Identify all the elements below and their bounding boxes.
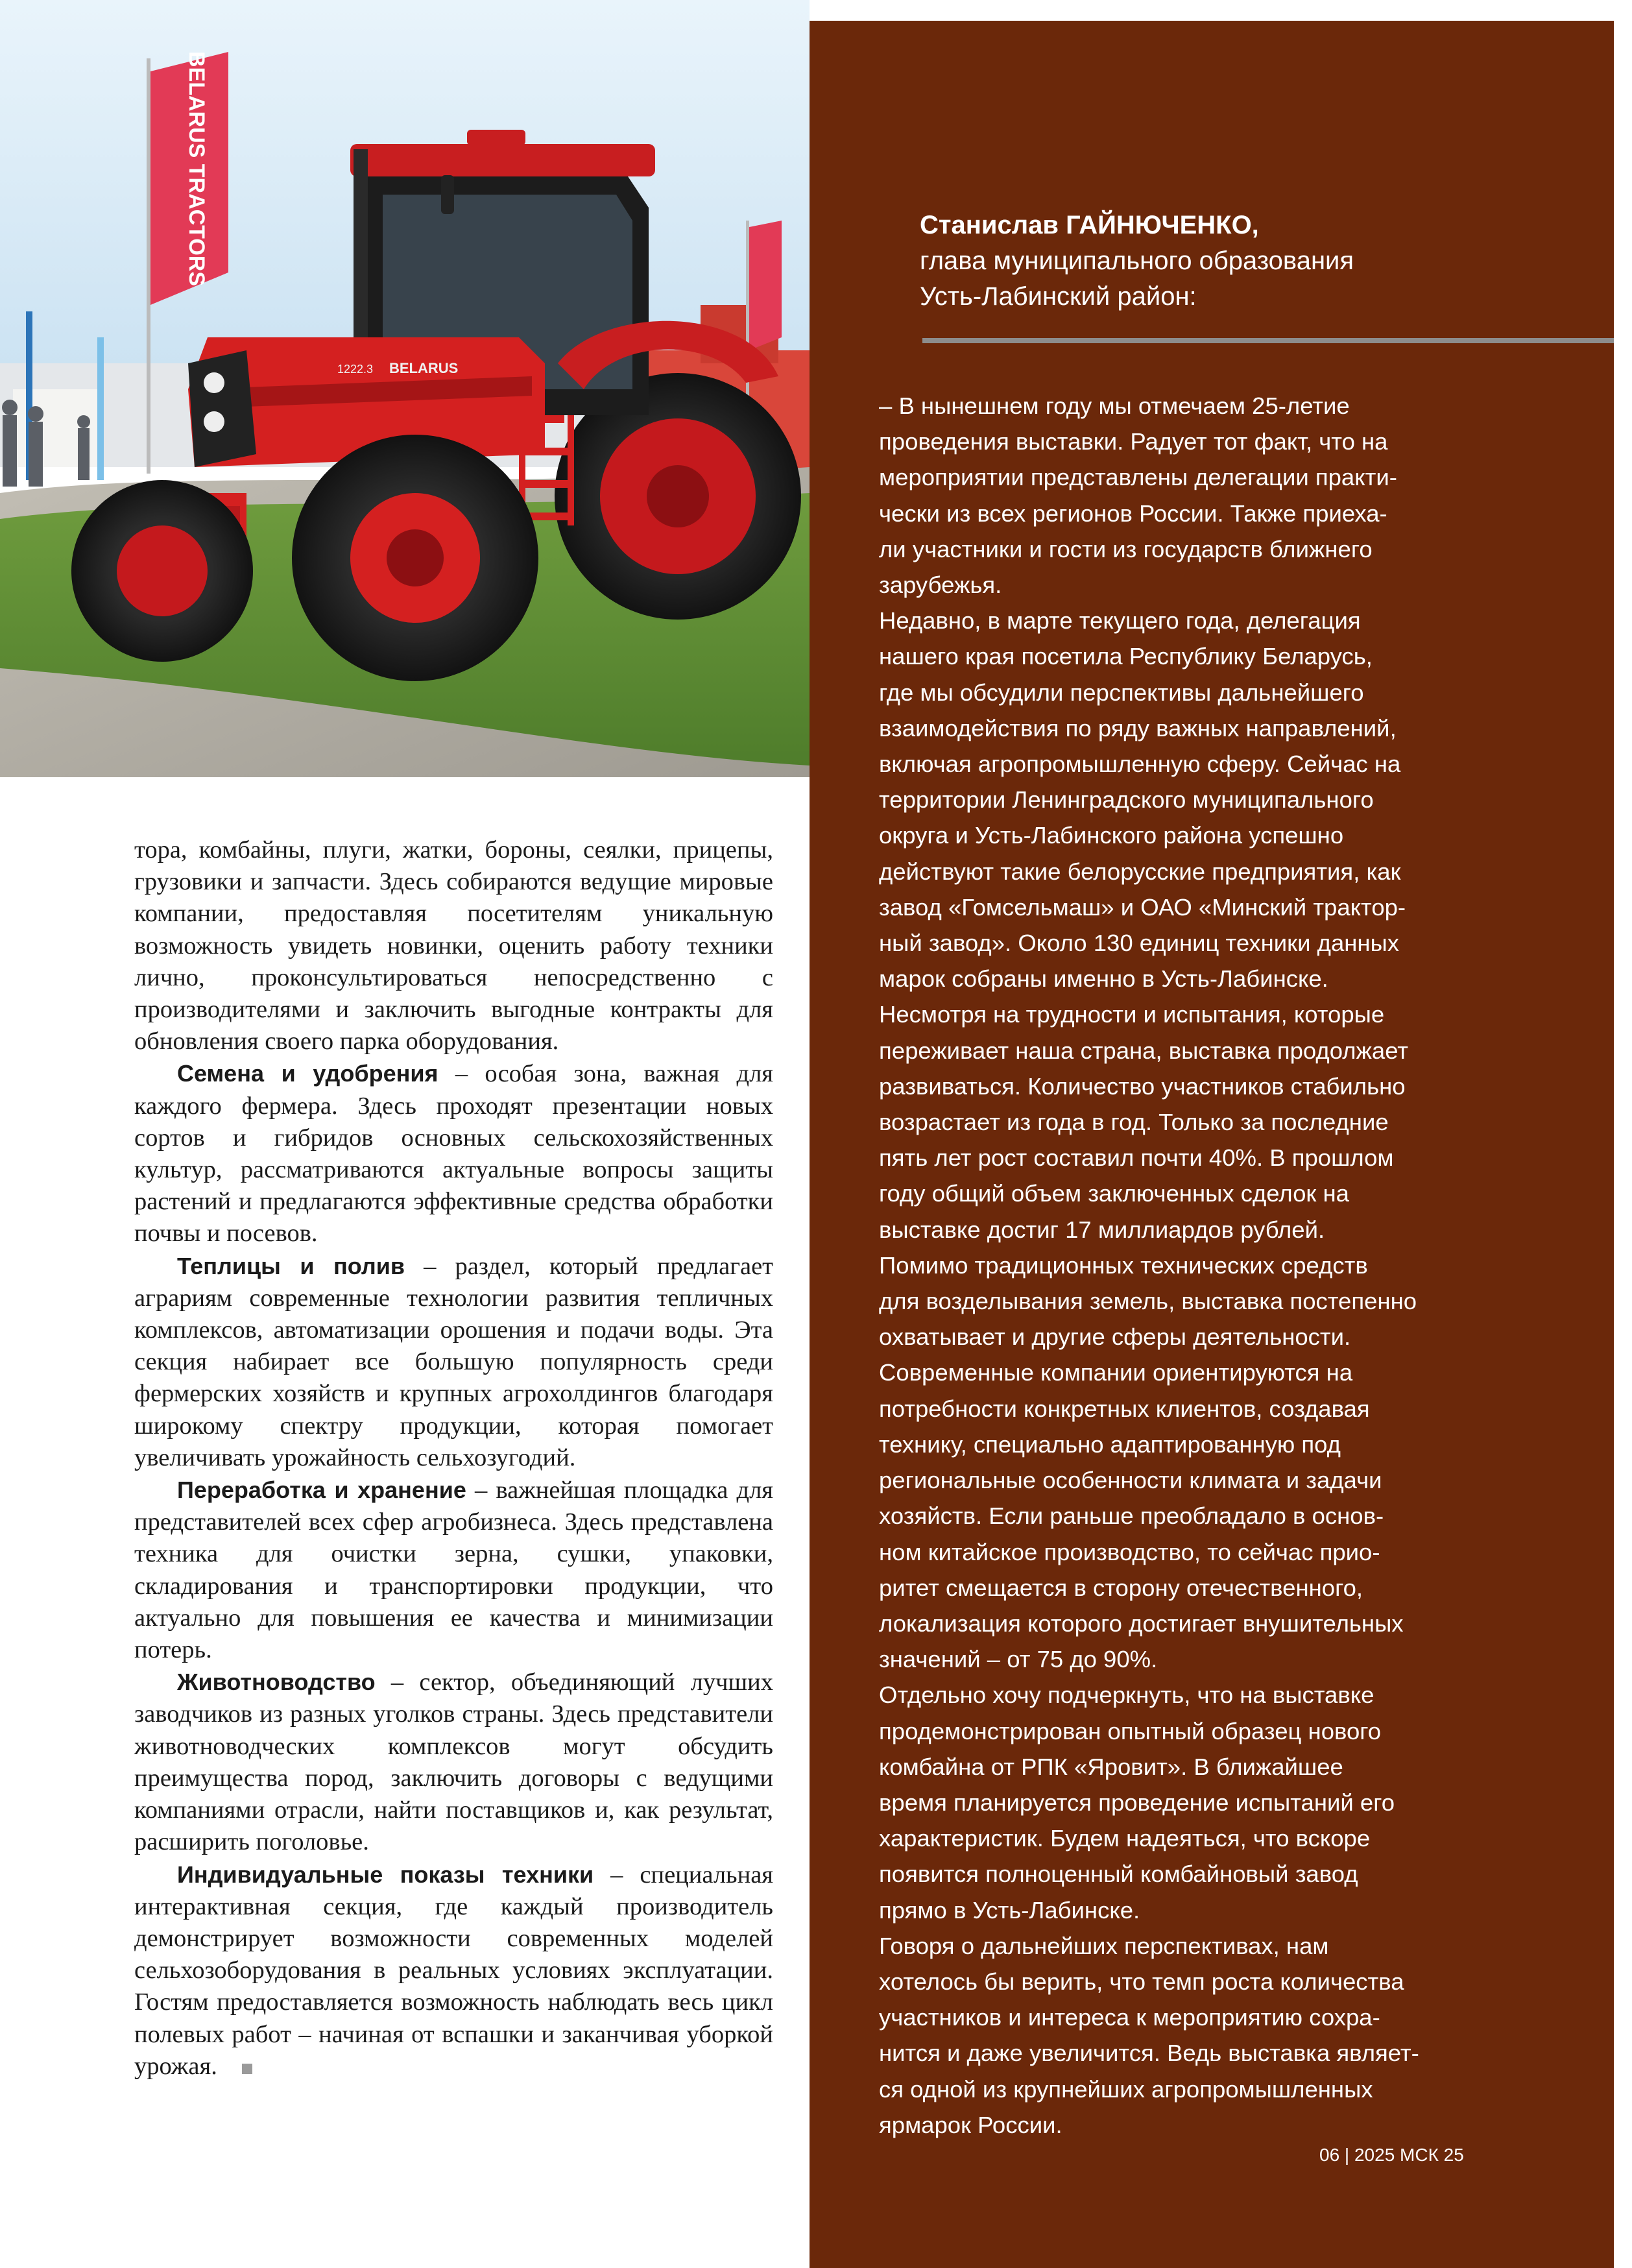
paragraph-exhibits-text: тора, комбайны, плуги, жатки, бороны, сеялки, прицепы, грузовики и запчасти. Здесь собираются ведущие мировые компании, предоставляя посетителям уникальную возможность увидеть новинки, оценить работу техники лично, проконсультироваться непосредственно с производителями и заключить выгодные контракты для обновления своего парка оборудования. — [134, 836, 773, 1056]
section-livestock-heading: Животноводство — [177, 1669, 376, 1696]
quote-line: для возделывания земель, выставка постепенно — [879, 1288, 1417, 1315]
author-name: Станислав ГАЙНЮЧЕНКО, — [920, 211, 1259, 239]
quote-line: Отдельно хочу подчеркнуть, что на выставке — [879, 1682, 1374, 1709]
article-left-column — [134, 834, 773, 2082]
quote-line: проведения выставки. Радует тот факт, что на — [879, 428, 1388, 455]
quote-line: локализация которого достигает внушительных — [879, 1610, 1404, 1637]
quote-line: ном китайское производство, то сейчас прио- — [879, 1538, 1380, 1565]
quote-author-block — [920, 208, 1568, 315]
section-greenhouses — [134, 1250, 773, 1474]
hood-brand: BELARUS — [389, 360, 459, 376]
section-demos-heading: Индивидуальные показы техники — [177, 1861, 594, 1888]
section-livestock — [134, 1666, 773, 1858]
quote-line: зарубежья. — [879, 572, 1002, 599]
quote-line: хозяйств. Если раньше преобладало в основ- — [879, 1502, 1384, 1530]
quote-line: технику, специально адаптированную под — [879, 1430, 1341, 1458]
quote-text — [879, 388, 1541, 2143]
quote-line: Несмотря на трудности и испытания, которые — [879, 1001, 1385, 1028]
quote-line: значений – от 75 до 90%. — [879, 1646, 1158, 1673]
quote-line: возрастает из года в год. Только за последние — [879, 1109, 1389, 1136]
quote-line: включая агропромышленную сферу. Сейчас на — [879, 751, 1401, 778]
quote-line: округа и Усть-Лабинского района успешно — [879, 822, 1344, 849]
quote-line: выставке достиг 17 миллиардов рублей. — [879, 1216, 1325, 1243]
quote-line: Недавно, в марте текущего года, делегация — [879, 607, 1361, 634]
quote-line: чески из всех регионов России. Также приеха- — [879, 500, 1387, 527]
author-role-line-1: глава муниципального образования — [920, 247, 1354, 275]
quote-line: региональные особенности климата и задачи — [879, 1467, 1382, 1494]
quote-line: ся одной из крупнейших агропромышленных — [879, 2075, 1373, 2103]
quote-line: где мы обсудили перспективы дальнейшего — [879, 679, 1364, 706]
quote-line: марок собраны именно в Усть-Лабинске. — [879, 965, 1328, 993]
section-seeds-heading: Семена и удобрения — [177, 1060, 438, 1087]
quote-line: ярмарок России. — [879, 2111, 1062, 2138]
author-role-line-2: Усть-Лабинский район: — [920, 282, 1197, 311]
quote-line: характеристик. Будем надеяться, что вскоре — [879, 1825, 1371, 1852]
quote-line: взаимодействия по ряду важных направлений, — [879, 714, 1397, 742]
quote-line: нится и даже увеличится. Ведь выставка являет- — [879, 2040, 1419, 2067]
quote-line: Современные компании ориентируются на — [879, 1359, 1353, 1386]
section-greenhouses-heading: Теплицы и полив — [177, 1252, 405, 1279]
quote-line: участников и интереса к мероприятию сохра- — [879, 2004, 1380, 2031]
quote-line: пять лет рост составил почти 40%. В прошлом — [879, 1144, 1394, 1172]
tractor-illustration — [0, 0, 810, 777]
section-demos-text: – специальная интерактивная секция, где каждый производитель демонстрирует возможности современных моделей сельхозоборудования в реальных условиях эксплуатации. Гостям предоставляется возможность наблюдать весь цикл полевых работ – начиная от вспашки и заканчивая уборкой урожая. — [134, 1861, 773, 2080]
quote-line: территории Ленинградского муниципального — [879, 786, 1374, 814]
section-processing-text: – важнейшая площадка для представителей всех сфер агробизнеса. Здесь представлена техника для очистки зерна, сушки, упаковки, складирования и транспортировки продукции, что актуально для повышения ее качества и минимизации потерь. — [134, 1477, 773, 1664]
quote-line: комбайна от РПК «Яровит». В ближайшее — [879, 1753, 1343, 1780]
section-demos — [134, 1859, 773, 2082]
quote-line: потребности конкретных клиентов, создавая — [879, 1395, 1370, 1422]
section-livestock-text: – сектор, объединяющий лучших заводчиков из разных уголков страны. Здесь представители животноводческих комплексов могут обсудить преимущества пород, заключить договоры с ведущими компаниями отрасли, найти поставщиков и, как результат, расширить поголовье. — [134, 1669, 773, 1856]
quote-line: ли участники и гости из государств ближнего — [879, 535, 1373, 562]
quote-line: – В нынешнем году мы отмечаем 25-летие — [879, 392, 1350, 419]
quote-line: мероприятии представлены делегации практи- — [879, 464, 1397, 491]
quote-line: нашего края посетила Республику Беларусь, — [879, 643, 1373, 670]
section-seeds-text: – особая зона, важная для каждого фермера. Здесь проходят презентации новых сортов и гибридов основных сельскохозяйственных культур, рассматриваются актуальные вопросы защиты растений и предлагаются эффективные средства обработки почвы и посевов. — [134, 1060, 773, 1248]
quote-line: завод «Гомсельмаш» и ОАО «Минский трактор- — [879, 893, 1406, 921]
quote-line: охватывает и другие сферы деятельности. — [879, 1323, 1351, 1351]
quote-line: продемонстрирован опытный образец нового — [879, 1717, 1382, 1744]
tractor-photo — [0, 0, 810, 777]
quote-line: переживает наша страна, выставка продолжает — [879, 1037, 1409, 1064]
quote-line: хотелось бы верить, что темп роста количества — [879, 1968, 1404, 1995]
quote-line: ный завод». Около 130 единиц техники данных — [879, 930, 1400, 957]
quote-line: ритет смещается в сторону отечественного, — [879, 1574, 1363, 1601]
page-folio: 06 | 2025 МСК 25 — [1319, 2145, 1464, 2165]
quote-line: году общий объем заключенных сделок на — [879, 1180, 1349, 1207]
quote-line: развиваться. Количество участников стабильно — [879, 1072, 1406, 1100]
section-seeds — [134, 1057, 773, 1249]
quote-line: Говоря о дальнейших перспективах, нам — [879, 1932, 1329, 1959]
quote-divider — [922, 338, 1614, 343]
section-processing-heading: Переработка и хранение — [177, 1477, 466, 1504]
hood-model: 1222.3 — [337, 363, 374, 376]
quote-line: прямо в Усть-Лабинске. — [879, 1896, 1140, 1924]
quote-line: действуют такие белорусские предприятия, как — [879, 858, 1401, 885]
quote-line: Помимо традиционных технических средств — [879, 1251, 1368, 1279]
quote-line: появится полноценный комбайновый завод — [879, 1861, 1358, 1888]
flag-lettering: BELARUS TRACTORS — [184, 51, 209, 287]
end-of-article-mark — [242, 2064, 252, 2074]
section-greenhouses-text: – раздел, который предлагает аграриям современные технологии развития тепличных комплексов, автоматизации орошения и подачи воды. Эта секция набирает все большую популярность среди фермерских хозяйств и крупных агрохолдингов благодаря широкому спектру продукции, которая помогает увеличивать урожайность сельхозугодий. — [134, 1252, 773, 1471]
paragraph-exhibits — [134, 834, 773, 1057]
section-processing — [134, 1474, 773, 1666]
quote-line: время планируется проведение испытаний его — [879, 1789, 1395, 1816]
